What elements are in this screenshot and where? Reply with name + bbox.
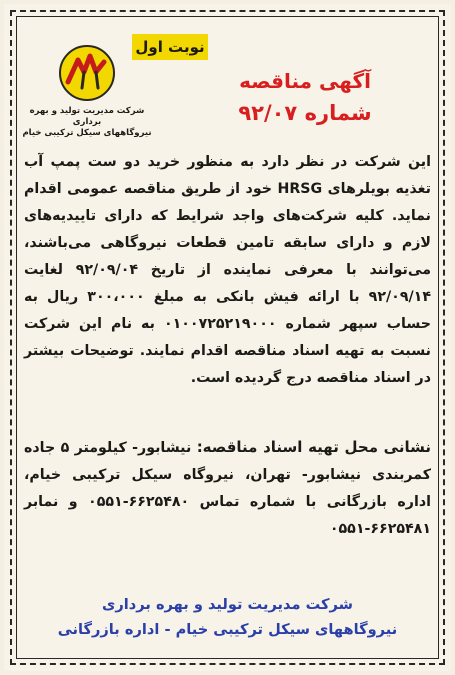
first-publication-badge: نوبت اول bbox=[132, 34, 208, 60]
logo-caption: شرکت مدیریت تولید و بهره برداری نیروگاههای سیکل ترکیبی خیام bbox=[22, 106, 152, 138]
company-logo bbox=[22, 42, 152, 142]
issuer-line-1: شرکت مدیریت تولید و بهره برداری bbox=[102, 596, 353, 613]
issuer-signature bbox=[24, 592, 431, 642]
notice-number: شماره ۹۲/۰۷ bbox=[238, 101, 372, 125]
notice-body: این شرکت در نظر دارد به منظور خرید دو ست پمپ آب تغذیه بویلرهای HRSG خود از طریق مناقصه عمومی اقدام نماید. کلیه شرکت‌های واجد شرایط که دارای تاییدیه‌های لازم و دارای سابقه تامین قطعات نیروگاهی می‌باشند، می‌توانند با معرفی نماینده از تاریخ ۹۲/۰۹/۰۴ لغایت ۹۲/۰۹/۱۴ با ارائه فیش بانکی به مبلغ ۳۰۰،۰۰۰ ریال به حساب سپهر شماره ۰۱۰۰۷۲۵۲۱۹۰۰۰ به نام این شرکت نسبت به تهیه اسناد مناقصه اقدام نمایند. توضیحات بیشتر در اسناد مناقصه درج گردیده است. bbox=[24, 154, 431, 386]
tender-notice bbox=[4, 4, 451, 671]
issuer-line-2: نیروگاههای سیکل ترکیبی خیام - اداره بازرگانی bbox=[57, 621, 398, 638]
address-text: نیشابور- کیلومتر ۵ جاده کمربندی نیشابور- تهران، نیروگاه سیکل ترکیبی خیام، اداره بازرگانی با شماره تماس ۶۶۲۵۴۸۰-۰۵۵۱ و نمابر ۶۶۲۵۴۸۱-۰۵۵۱ bbox=[24, 440, 431, 537]
notice-title: آگهی مناقصه bbox=[239, 69, 371, 93]
address-heading: نشانی محل تهیه اسناد مناقصه: bbox=[196, 438, 431, 456]
document-address bbox=[24, 434, 431, 543]
power-company-logo-icon bbox=[56, 42, 118, 104]
